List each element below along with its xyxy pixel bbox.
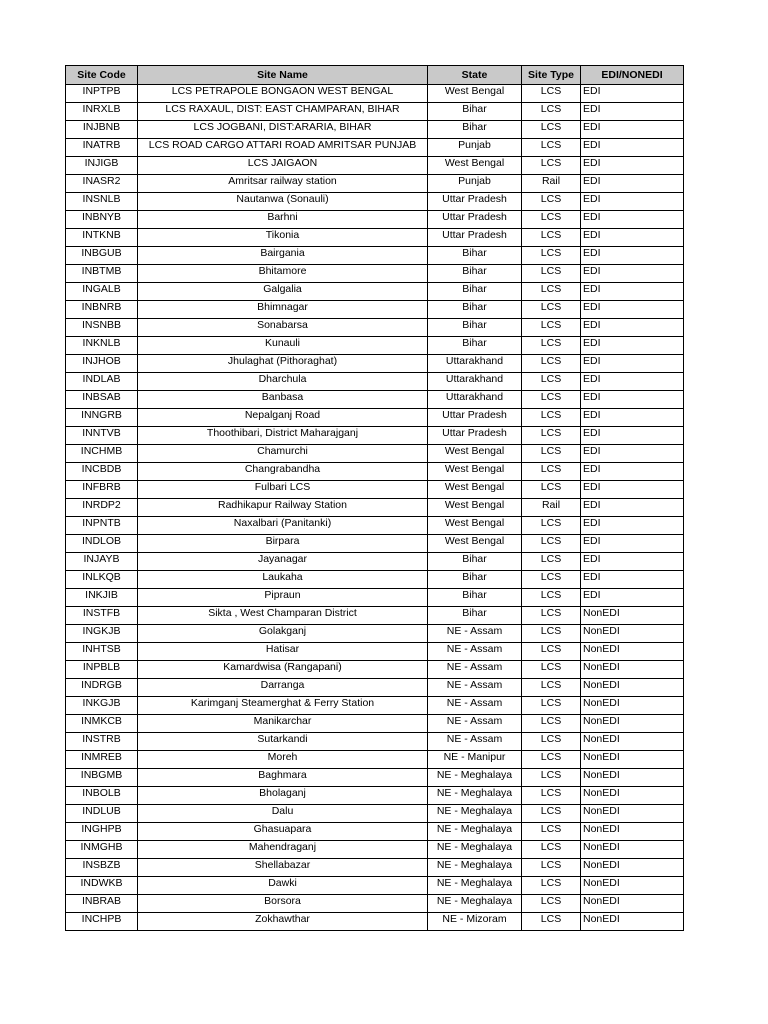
site-code-cell: INGHPB — [66, 823, 138, 841]
site-type-cell: LCS — [522, 913, 581, 931]
site-name-cell: Mahendraganj — [138, 841, 428, 859]
site-type-cell: LCS — [522, 157, 581, 175]
edi-cell: NonEDI — [581, 697, 684, 715]
site-type-cell: LCS — [522, 607, 581, 625]
site-type-cell: LCS — [522, 139, 581, 157]
state-cell: West Bengal — [428, 463, 522, 481]
state-cell: West Bengal — [428, 157, 522, 175]
site-name-cell: LCS PETRAPOLE BONGAON WEST BENGAL — [138, 85, 428, 103]
state-cell: NE - Assam — [428, 679, 522, 697]
table-row — [66, 841, 684, 859]
edi-cell: EDI — [581, 391, 684, 409]
table-row — [66, 211, 684, 229]
table-row — [66, 193, 684, 211]
state-cell: NE - Meghalaya — [428, 787, 522, 805]
edi-cell: EDI — [581, 445, 684, 463]
site-code-cell: INMGHB — [66, 841, 138, 859]
edi-cell: EDI — [581, 535, 684, 553]
site-code-cell: INBSAB — [66, 391, 138, 409]
site-name-cell: LCS ROAD CARGO ATTARI ROAD AMRITSAR PUNJAB — [138, 139, 428, 157]
site-type-cell: LCS — [522, 823, 581, 841]
col-header-state: State — [428, 66, 522, 85]
table-row — [66, 481, 684, 499]
col-header-site-type: Site Type — [522, 66, 581, 85]
site-type-cell: Rail — [522, 175, 581, 193]
site-name-cell: Shellabazar — [138, 859, 428, 877]
edi-cell: EDI — [581, 193, 684, 211]
site-name-cell: Ghasuapara — [138, 823, 428, 841]
state-cell: West Bengal — [428, 517, 522, 535]
site-code-cell: INSTFB — [66, 607, 138, 625]
site-type-cell: LCS — [522, 85, 581, 103]
site-code-cell: INRXLB — [66, 103, 138, 121]
table-row — [66, 355, 684, 373]
site-code-cell: INHTSB — [66, 643, 138, 661]
table-row — [66, 643, 684, 661]
state-cell: NE - Meghalaya — [428, 805, 522, 823]
state-cell: Bihar — [428, 319, 522, 337]
table-row — [66, 391, 684, 409]
site-code-cell: INJHOB — [66, 355, 138, 373]
table-row — [66, 607, 684, 625]
site-type-cell: LCS — [522, 409, 581, 427]
site-name-cell: Nautanwa (Sonauli) — [138, 193, 428, 211]
edi-cell: NonEDI — [581, 805, 684, 823]
site-type-cell: LCS — [522, 373, 581, 391]
site-code-cell: INJAYB — [66, 553, 138, 571]
site-code-cell: INSBZB — [66, 859, 138, 877]
site-code-cell: INRDP2 — [66, 499, 138, 517]
table-row — [66, 463, 684, 481]
site-code-cell: INGKJB — [66, 625, 138, 643]
site-name-cell: Sutarkandi — [138, 733, 428, 751]
site-name-cell: Banbasa — [138, 391, 428, 409]
edi-cell: EDI — [581, 481, 684, 499]
site-type-cell: LCS — [522, 103, 581, 121]
state-cell: West Bengal — [428, 85, 522, 103]
site-code-cell: INKNLB — [66, 337, 138, 355]
site-type-cell: LCS — [522, 319, 581, 337]
site-type-cell: LCS — [522, 463, 581, 481]
edi-cell: EDI — [581, 85, 684, 103]
site-code-cell: INLKQB — [66, 571, 138, 589]
table-row — [66, 859, 684, 877]
state-cell: Bihar — [428, 607, 522, 625]
site-name-cell: Kunauli — [138, 337, 428, 355]
state-cell: Uttar Pradesh — [428, 193, 522, 211]
table-row — [66, 85, 684, 103]
edi-cell: EDI — [581, 355, 684, 373]
site-type-cell: LCS — [522, 625, 581, 643]
table-row — [66, 121, 684, 139]
site-name-cell: Barhni — [138, 211, 428, 229]
table-row — [66, 337, 684, 355]
table-row — [66, 625, 684, 643]
table-row — [66, 733, 684, 751]
state-cell: NE - Meghalaya — [428, 877, 522, 895]
site-name-cell: Radhikapur Railway Station — [138, 499, 428, 517]
site-name-cell: Kamardwisa (Rangapani) — [138, 661, 428, 679]
table-header — [66, 66, 684, 85]
site-type-cell: Rail — [522, 499, 581, 517]
site-type-cell: LCS — [522, 481, 581, 499]
site-type-cell: LCS — [522, 535, 581, 553]
edi-cell: NonEDI — [581, 787, 684, 805]
state-cell: Uttar Pradesh — [428, 211, 522, 229]
site-name-cell: Jhulaghat (Pithoraghat) — [138, 355, 428, 373]
table-row — [66, 787, 684, 805]
table-row — [66, 175, 684, 193]
col-header-site-name: Site Name — [138, 66, 428, 85]
site-code-cell: INGALB — [66, 283, 138, 301]
site-type-cell: LCS — [522, 697, 581, 715]
site-code-cell: INMREB — [66, 751, 138, 769]
site-code-cell: INASR2 — [66, 175, 138, 193]
edi-cell: EDI — [581, 571, 684, 589]
state-cell: Uttarakhand — [428, 373, 522, 391]
site-name-cell: Fulbari LCS — [138, 481, 428, 499]
edi-cell: NonEDI — [581, 733, 684, 751]
table-row — [66, 769, 684, 787]
edi-cell: NonEDI — [581, 823, 684, 841]
table-row — [66, 283, 684, 301]
edi-cell: NonEDI — [581, 841, 684, 859]
table-row — [66, 661, 684, 679]
site-type-cell: LCS — [522, 643, 581, 661]
edi-cell: NonEDI — [581, 625, 684, 643]
state-cell: Punjab — [428, 139, 522, 157]
site-code-cell: INPBLB — [66, 661, 138, 679]
site-name-cell: Laukaha — [138, 571, 428, 589]
site-type-cell: LCS — [522, 895, 581, 913]
state-cell: NE - Meghalaya — [428, 859, 522, 877]
site-type-cell: LCS — [522, 301, 581, 319]
state-cell: NE - Meghalaya — [428, 841, 522, 859]
site-name-cell: Naxalbari (Panitanki) — [138, 517, 428, 535]
site-name-cell: LCS JAIGAON — [138, 157, 428, 175]
site-code-cell: INCHPB — [66, 913, 138, 931]
state-cell: NE - Meghalaya — [428, 769, 522, 787]
edi-cell: EDI — [581, 247, 684, 265]
table-row — [66, 895, 684, 913]
site-code-cell: INFBRB — [66, 481, 138, 499]
site-type-cell: LCS — [522, 337, 581, 355]
site-name-cell: Dalu — [138, 805, 428, 823]
state-cell: Bihar — [428, 589, 522, 607]
edi-cell: NonEDI — [581, 715, 684, 733]
state-cell: Uttarakhand — [428, 391, 522, 409]
site-type-cell: LCS — [522, 733, 581, 751]
edi-cell: EDI — [581, 301, 684, 319]
site-table — [65, 65, 684, 931]
edi-cell: EDI — [581, 409, 684, 427]
table-row — [66, 409, 684, 427]
state-cell: NE - Assam — [428, 625, 522, 643]
site-code-cell: INSNBB — [66, 319, 138, 337]
edi-cell: NonEDI — [581, 859, 684, 877]
site-code-cell: INTKNB — [66, 229, 138, 247]
edi-cell: NonEDI — [581, 607, 684, 625]
site-name-cell: Thoothibari, District Maharajganj — [138, 427, 428, 445]
table-row — [66, 589, 684, 607]
site-code-cell: INMKCB — [66, 715, 138, 733]
table-row — [66, 517, 684, 535]
site-name-cell: Hatisar — [138, 643, 428, 661]
state-cell: Bihar — [428, 571, 522, 589]
site-type-cell: LCS — [522, 553, 581, 571]
site-code-cell: INDWKB — [66, 877, 138, 895]
state-cell: NE - Assam — [428, 697, 522, 715]
col-header-site-code: Site Code — [66, 66, 138, 85]
edi-cell: EDI — [581, 319, 684, 337]
site-code-cell: INKGJB — [66, 697, 138, 715]
site-type-cell: LCS — [522, 805, 581, 823]
state-cell: NE - Assam — [428, 661, 522, 679]
table-row — [66, 715, 684, 733]
state-cell: Bihar — [428, 301, 522, 319]
state-cell: Uttarakhand — [428, 355, 522, 373]
site-name-cell: Baghmara — [138, 769, 428, 787]
site-type-cell: LCS — [522, 679, 581, 697]
site-code-cell: INJIGB — [66, 157, 138, 175]
edi-cell: EDI — [581, 553, 684, 571]
site-name-cell: Bhimnagar — [138, 301, 428, 319]
site-name-cell: Sikta , West Champaran District — [138, 607, 428, 625]
edi-cell: EDI — [581, 373, 684, 391]
site-type-cell: LCS — [522, 427, 581, 445]
site-code-cell: INNGRB — [66, 409, 138, 427]
table-row — [66, 103, 684, 121]
table-body — [66, 85, 684, 931]
site-code-cell: INBGUB — [66, 247, 138, 265]
site-type-cell: LCS — [522, 715, 581, 733]
site-type-cell: LCS — [522, 283, 581, 301]
site-type-cell: LCS — [522, 661, 581, 679]
table-row — [66, 157, 684, 175]
state-cell: West Bengal — [428, 481, 522, 499]
site-name-cell: Nepalganj Road — [138, 409, 428, 427]
site-name-cell: LCS JOGBANI, DIST:ARARIA, BIHAR — [138, 121, 428, 139]
site-code-cell: INBGMB — [66, 769, 138, 787]
state-cell: Uttar Pradesh — [428, 427, 522, 445]
site-code-cell: INATRB — [66, 139, 138, 157]
table-row — [66, 373, 684, 391]
site-name-cell: Darranga — [138, 679, 428, 697]
edi-cell: EDI — [581, 517, 684, 535]
table-row — [66, 877, 684, 895]
edi-cell: NonEDI — [581, 679, 684, 697]
state-cell: NE - Meghalaya — [428, 823, 522, 841]
site-type-cell: LCS — [522, 211, 581, 229]
edi-cell: EDI — [581, 157, 684, 175]
site-code-cell: INJBNB — [66, 121, 138, 139]
site-type-cell: LCS — [522, 589, 581, 607]
site-name-cell: Bhitamore — [138, 265, 428, 283]
table-row — [66, 697, 684, 715]
site-type-cell: LCS — [522, 877, 581, 895]
site-name-cell: Zokhawthar — [138, 913, 428, 931]
site-code-cell: INDLAB — [66, 373, 138, 391]
site-type-cell: LCS — [522, 769, 581, 787]
table-row — [66, 445, 684, 463]
site-type-cell: LCS — [522, 247, 581, 265]
site-type-cell: LCS — [522, 841, 581, 859]
state-cell: West Bengal — [428, 445, 522, 463]
table-row — [66, 553, 684, 571]
table-row — [66, 499, 684, 517]
site-name-cell: Bairgania — [138, 247, 428, 265]
table-row — [66, 301, 684, 319]
site-type-cell: LCS — [522, 265, 581, 283]
state-cell: Bihar — [428, 553, 522, 571]
state-cell: NE - Meghalaya — [428, 895, 522, 913]
site-name-cell: Birpara — [138, 535, 428, 553]
site-code-cell: INSNLB — [66, 193, 138, 211]
site-code-cell: INBNYB — [66, 211, 138, 229]
state-cell: NE - Assam — [428, 733, 522, 751]
edi-cell: EDI — [581, 229, 684, 247]
site-type-cell: LCS — [522, 859, 581, 877]
site-type-cell: LCS — [522, 751, 581, 769]
table-row — [66, 265, 684, 283]
col-header-edi: EDI/NONEDI — [581, 66, 684, 85]
site-code-cell: INNTVB — [66, 427, 138, 445]
site-type-cell: LCS — [522, 193, 581, 211]
state-cell: West Bengal — [428, 499, 522, 517]
site-code-cell: INBNRB — [66, 301, 138, 319]
site-name-cell: Tikonia — [138, 229, 428, 247]
edi-cell: EDI — [581, 337, 684, 355]
site-code-cell: INBRAB — [66, 895, 138, 913]
site-name-cell: Pipraun — [138, 589, 428, 607]
state-cell: Bihar — [428, 337, 522, 355]
site-type-cell: LCS — [522, 787, 581, 805]
site-code-cell: INBTMB — [66, 265, 138, 283]
site-name-cell: Galgalia — [138, 283, 428, 301]
site-code-cell: INPTPB — [66, 85, 138, 103]
table-row — [66, 139, 684, 157]
site-type-cell: LCS — [522, 571, 581, 589]
edi-cell: EDI — [581, 265, 684, 283]
edi-cell: EDI — [581, 175, 684, 193]
table-row — [66, 751, 684, 769]
site-code-cell: INBOLB — [66, 787, 138, 805]
table-row — [66, 805, 684, 823]
site-code-cell: INDRGB — [66, 679, 138, 697]
table-row — [66, 427, 684, 445]
state-cell: NE - Manipur — [428, 751, 522, 769]
site-name-cell: Karimganj Steamerghat & Ferry Station — [138, 697, 428, 715]
state-cell: Bihar — [428, 265, 522, 283]
site-name-cell: Manikarchar — [138, 715, 428, 733]
edi-cell: EDI — [581, 463, 684, 481]
site-name-cell: Jayanagar — [138, 553, 428, 571]
state-cell: West Bengal — [428, 535, 522, 553]
table-row — [66, 913, 684, 931]
site-type-cell: LCS — [522, 355, 581, 373]
table-row — [66, 823, 684, 841]
state-cell: Uttar Pradesh — [428, 229, 522, 247]
state-cell: Punjab — [428, 175, 522, 193]
site-name-cell: Dharchula — [138, 373, 428, 391]
edi-cell: NonEDI — [581, 769, 684, 787]
site-code-cell: INCBDB — [66, 463, 138, 481]
state-cell: Bihar — [428, 283, 522, 301]
edi-cell: EDI — [581, 589, 684, 607]
site-type-cell: LCS — [522, 229, 581, 247]
site-name-cell: Borsora — [138, 895, 428, 913]
site-code-cell: INSTRB — [66, 733, 138, 751]
edi-cell: EDI — [581, 103, 684, 121]
table-row — [66, 535, 684, 553]
table-row — [66, 571, 684, 589]
site-name-cell: Moreh — [138, 751, 428, 769]
edi-cell: EDI — [581, 499, 684, 517]
state-cell: Uttar Pradesh — [428, 409, 522, 427]
site-type-cell: LCS — [522, 121, 581, 139]
site-type-cell: LCS — [522, 445, 581, 463]
site-name-cell: Bholaganj — [138, 787, 428, 805]
site-name-cell: Changrabandha — [138, 463, 428, 481]
state-cell: NE - Mizoram — [428, 913, 522, 931]
site-code-cell: INPNTB — [66, 517, 138, 535]
state-cell: Bihar — [428, 247, 522, 265]
edi-cell: EDI — [581, 283, 684, 301]
site-type-cell: LCS — [522, 517, 581, 535]
table-row — [66, 247, 684, 265]
site-name-cell: Golakganj — [138, 625, 428, 643]
edi-cell: EDI — [581, 121, 684, 139]
edi-cell: NonEDI — [581, 643, 684, 661]
edi-cell: EDI — [581, 211, 684, 229]
site-code-cell: INCHMB — [66, 445, 138, 463]
site-code-cell: INDLOB — [66, 535, 138, 553]
site-name-cell: Sonabarsa — [138, 319, 428, 337]
edi-cell: NonEDI — [581, 895, 684, 913]
site-name-cell: Dawki — [138, 877, 428, 895]
site-code-cell: INDLUB — [66, 805, 138, 823]
table-row — [66, 679, 684, 697]
table-row — [66, 319, 684, 337]
edi-cell: NonEDI — [581, 661, 684, 679]
edi-cell: NonEDI — [581, 913, 684, 931]
site-name-cell: LCS RAXAUL, DIST: EAST CHAMPARAN, BIHAR — [138, 103, 428, 121]
edi-cell: EDI — [581, 427, 684, 445]
edi-cell: NonEDI — [581, 877, 684, 895]
table-row — [66, 229, 684, 247]
state-cell: Bihar — [428, 121, 522, 139]
site-type-cell: LCS — [522, 391, 581, 409]
site-name-cell: Amritsar railway station — [138, 175, 428, 193]
state-cell: NE - Assam — [428, 643, 522, 661]
state-cell: NE - Assam — [428, 715, 522, 733]
state-cell: Bihar — [428, 103, 522, 121]
edi-cell: EDI — [581, 139, 684, 157]
edi-cell: NonEDI — [581, 751, 684, 769]
header-row — [66, 66, 684, 85]
site-code-cell: INKJIB — [66, 589, 138, 607]
site-name-cell: Chamurchi — [138, 445, 428, 463]
